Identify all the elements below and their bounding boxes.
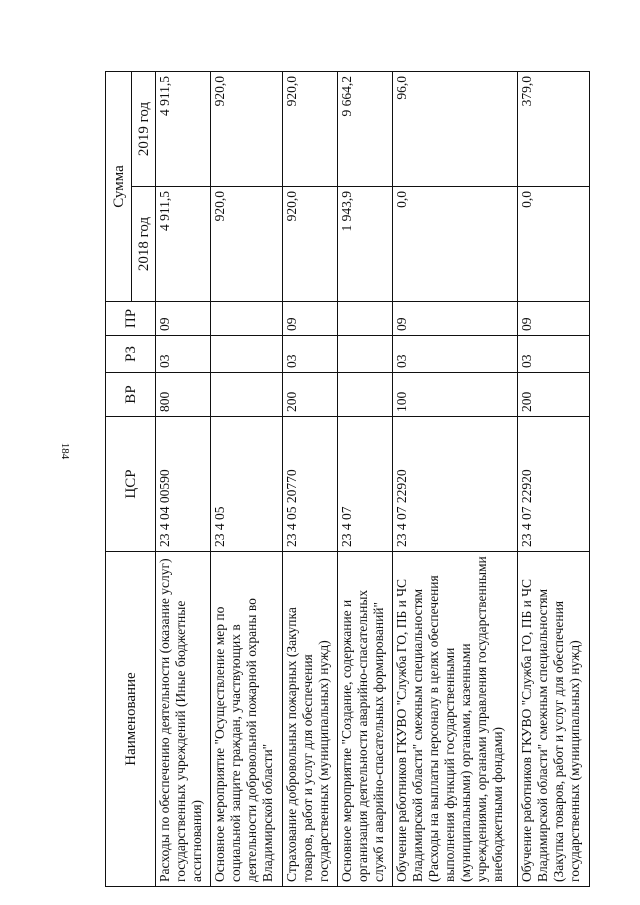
cell-name: Страхование добровольных пожарных (Закупка товаров, работ и услуг для обеспечения государственных (муниципальных) нужд): [283, 552, 338, 887]
cell-vr: 200: [283, 373, 338, 417]
header-vr: ВР: [106, 373, 156, 417]
table-row: [156, 71, 211, 886]
cell-rz: 03: [393, 336, 517, 373]
cell-2018: 0,0: [393, 187, 517, 302]
cell-pr: 09: [393, 302, 517, 336]
table-row: [283, 71, 338, 886]
cell-name: Обучение работников ГКУВО "Служба ГО, ПБ и ЧС Владимирской области" смежным специальностям (Расходы на выплаты персоналу в целях обеспечения выполнения функций государственными (муниципальными) органами, казенными учреждениями, органами управления государственными внебюджетными фондами): [393, 552, 517, 887]
table-row: [338, 71, 393, 886]
cell-rz: [211, 336, 283, 373]
cell-pr: 09: [156, 302, 211, 336]
cell-pr: [338, 302, 393, 336]
cell-name: Основное мероприятие "Создание, содержание и организация деятельности аварийно-спасательных служб и аварийно-спасательных формирований": [338, 552, 393, 887]
cell-2018: 1 943,9: [338, 187, 393, 302]
cell-2019: 920,0: [211, 71, 283, 186]
cell-2018: 0,0: [517, 187, 589, 302]
header-name: Наименование: [106, 552, 156, 887]
cell-2019: 9 664,2: [338, 71, 393, 186]
cell-rz: 03: [156, 336, 211, 373]
page-number: 184: [59, 442, 71, 460]
header-pr: ПР: [106, 302, 156, 336]
cell-pr: 09: [517, 302, 589, 336]
table-row: [211, 71, 283, 886]
table-header-row: [106, 71, 132, 886]
cell-name: Основное мероприятие "Осуществление мер по социальной защите граждан, участвующих в деятельности добровольной пожарной охраны во Владимирской области": [211, 552, 283, 887]
budget-table: [105, 71, 590, 887]
table-row: [393, 71, 517, 886]
cell-2019: 920,0: [283, 71, 338, 186]
header-rz: РЗ: [106, 336, 156, 373]
cell-rz: 03: [283, 336, 338, 373]
cell-vr: [338, 373, 393, 417]
cell-csr: 23 4 05 20770: [283, 417, 338, 552]
header-year-2019: 2019 год: [132, 71, 156, 186]
header-year-2018: 2018 год: [132, 187, 156, 302]
cell-vr: 800: [156, 373, 211, 417]
cell-rz: 03: [517, 336, 589, 373]
cell-2019: 379,0: [517, 71, 589, 186]
cell-csr: 23 4 07 22920: [517, 417, 589, 552]
cell-vr: 200: [517, 373, 589, 417]
cell-2018: 920,0: [283, 187, 338, 302]
cell-rz: [338, 336, 393, 373]
cell-vr: 100: [393, 373, 517, 417]
cell-csr: 23 4 07: [338, 417, 393, 552]
cell-name: Расходы по обеспечению деятельности (оказание услуг) государственных учреждений (Иные бюджетные ассигнования): [156, 552, 211, 887]
header-sum: Сумма: [106, 71, 132, 301]
cell-csr: 23 4 05: [211, 417, 283, 552]
cell-pr: 09: [283, 302, 338, 336]
cell-csr: 23 4 07 22920: [393, 417, 517, 552]
table-row: [517, 71, 589, 886]
cell-vr: [211, 373, 283, 417]
cell-2019: 4 911,5: [156, 71, 211, 186]
rotated-page: [105, 72, 590, 887]
cell-name: Обучение работников ГКУВО "Служба ГО, ПБ и ЧС Владимирской области" смежным специальностям (Закупка товаров, работ и услуг для обеспечения государственных (муниципальных) нужд): [517, 552, 589, 887]
cell-2018: 4 911,5: [156, 187, 211, 302]
cell-2018: 920,0: [211, 187, 283, 302]
header-csr: ЦСР: [106, 417, 156, 552]
cell-pr: [211, 302, 283, 336]
cell-csr: 23 4 04 00590: [156, 417, 211, 552]
cell-2019: 96,0: [393, 71, 517, 186]
